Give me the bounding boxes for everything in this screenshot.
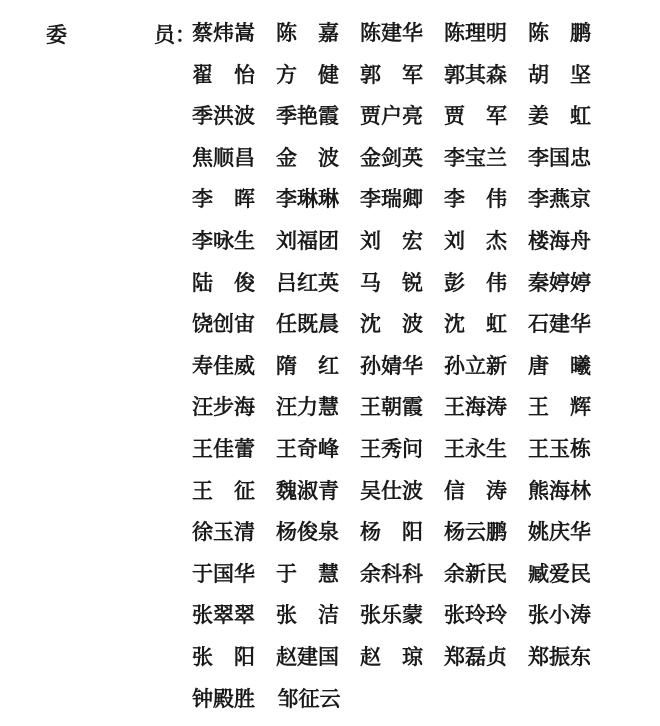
member-name: 贾 军 bbox=[444, 102, 528, 130]
member-name: 季洪波 bbox=[192, 102, 276, 130]
member-name: 于国华 bbox=[192, 560, 276, 588]
member-name: 贾户亮 bbox=[360, 102, 444, 130]
member-name: 张乐蒙 bbox=[360, 601, 444, 629]
member-name: 姜 虹 bbox=[528, 102, 612, 130]
member-row bbox=[192, 102, 612, 144]
member-name: 马 锐 bbox=[360, 269, 444, 297]
member-name: 张 洁 bbox=[276, 601, 360, 629]
member-name: 余科科 bbox=[360, 560, 444, 588]
member-name: 王佳蕾 bbox=[192, 435, 276, 463]
member-name: 李 晖 bbox=[192, 185, 276, 213]
member-name: 季艳霞 bbox=[276, 102, 360, 130]
member-name: 陈 鹏 bbox=[528, 19, 612, 47]
member-name: 李咏生 bbox=[192, 227, 276, 255]
member-name: 李燕京 bbox=[528, 185, 612, 213]
member-name: 邹征云 bbox=[278, 685, 364, 713]
member-name: 徐玉清 bbox=[192, 518, 276, 546]
member-name: 郭其森 bbox=[444, 61, 528, 89]
member-name: 陈 嘉 bbox=[276, 19, 360, 47]
member-name: 孙婧华 bbox=[360, 352, 444, 380]
role-label-wei: 委 bbox=[46, 19, 67, 49]
member-row bbox=[192, 560, 612, 602]
member-name: 胡 坚 bbox=[528, 61, 612, 89]
member-name: 李国忠 bbox=[528, 144, 612, 172]
member-name: 张 阳 bbox=[192, 643, 276, 671]
member-name: 郑磊贞 bbox=[444, 643, 528, 671]
member-name: 杨云鹏 bbox=[444, 518, 528, 546]
member-name: 楼海舟 bbox=[528, 227, 612, 255]
member-name: 陆 俊 bbox=[192, 269, 276, 297]
member-name: 郑振东 bbox=[528, 643, 612, 671]
member-name: 隋 红 bbox=[276, 352, 360, 380]
member-name: 任既晨 bbox=[276, 310, 360, 338]
member-name: 信 涛 bbox=[444, 477, 528, 505]
member-name: 刘 宏 bbox=[360, 227, 444, 255]
member-name: 金剑英 bbox=[360, 144, 444, 172]
member-name: 张小涛 bbox=[528, 601, 612, 629]
member-row bbox=[192, 352, 612, 394]
member-name: 杨 阳 bbox=[360, 518, 444, 546]
member-name: 王永生 bbox=[444, 435, 528, 463]
member-row bbox=[192, 227, 612, 269]
member-name: 李瑞卿 bbox=[360, 185, 444, 213]
member-name: 王秀问 bbox=[360, 435, 444, 463]
member-row bbox=[192, 518, 612, 560]
member-name: 吴仕波 bbox=[360, 477, 444, 505]
member-name: 刘 杰 bbox=[444, 227, 528, 255]
member-name: 臧爱民 bbox=[528, 560, 612, 588]
member-name: 李琳琳 bbox=[276, 185, 360, 213]
member-row bbox=[192, 477, 612, 519]
member-row bbox=[192, 19, 612, 61]
member-name: 金 波 bbox=[276, 144, 360, 172]
member-name: 吕红英 bbox=[276, 269, 360, 297]
member-row bbox=[192, 269, 612, 311]
role-label-yuan: 员： bbox=[154, 19, 196, 49]
member-name: 唐 曦 bbox=[528, 352, 612, 380]
member-name: 寿佳威 bbox=[192, 352, 276, 380]
member-name: 蔡炜嵩 bbox=[192, 19, 276, 47]
member-row bbox=[192, 393, 612, 435]
member-name: 陈理明 bbox=[444, 19, 528, 47]
member-name: 熊海林 bbox=[528, 477, 612, 505]
member-row bbox=[192, 310, 612, 352]
member-name: 沈 波 bbox=[360, 310, 444, 338]
member-name: 方 健 bbox=[276, 61, 360, 89]
member-name: 王海涛 bbox=[444, 393, 528, 421]
member-name: 于 慧 bbox=[276, 560, 360, 588]
member-name: 钟殿胜 bbox=[192, 685, 278, 713]
member-row bbox=[192, 601, 612, 643]
member-name: 刘福团 bbox=[276, 227, 360, 255]
member-name-grid bbox=[192, 19, 612, 726]
member-name: 陈建华 bbox=[360, 19, 444, 47]
member-name: 秦婷婷 bbox=[528, 269, 612, 297]
member-name: 孙立新 bbox=[444, 352, 528, 380]
member-name: 余新民 bbox=[444, 560, 528, 588]
member-name: 魏淑青 bbox=[276, 477, 360, 505]
member-row bbox=[192, 643, 612, 685]
member-name: 翟 怡 bbox=[192, 61, 276, 89]
member-name: 王 辉 bbox=[528, 393, 612, 421]
member-name: 赵建国 bbox=[276, 643, 360, 671]
member-name: 王朝霞 bbox=[360, 393, 444, 421]
member-name: 赵 琼 bbox=[360, 643, 444, 671]
member-name: 张玲玲 bbox=[444, 601, 528, 629]
member-name: 姚庆华 bbox=[528, 518, 612, 546]
member-name: 汪步海 bbox=[192, 393, 276, 421]
member-name: 王玉栋 bbox=[528, 435, 612, 463]
member-name: 张翠翠 bbox=[192, 601, 276, 629]
member-name: 彭 伟 bbox=[444, 269, 528, 297]
member-row bbox=[192, 685, 612, 726]
member-name: 杨俊泉 bbox=[276, 518, 360, 546]
member-row bbox=[192, 185, 612, 227]
member-row bbox=[192, 144, 612, 186]
member-row bbox=[192, 435, 612, 477]
member-name: 焦顺昌 bbox=[192, 144, 276, 172]
member-row bbox=[192, 61, 612, 103]
member-name: 李宝兰 bbox=[444, 144, 528, 172]
member-name: 汪力慧 bbox=[276, 393, 360, 421]
member-name: 石建华 bbox=[528, 310, 612, 338]
member-name: 饶创宙 bbox=[192, 310, 276, 338]
member-name: 沈 虹 bbox=[444, 310, 528, 338]
member-name: 王 征 bbox=[192, 477, 276, 505]
member-name: 王奇峰 bbox=[276, 435, 360, 463]
member-name: 郭 军 bbox=[360, 61, 444, 89]
member-name: 李 伟 bbox=[444, 185, 528, 213]
